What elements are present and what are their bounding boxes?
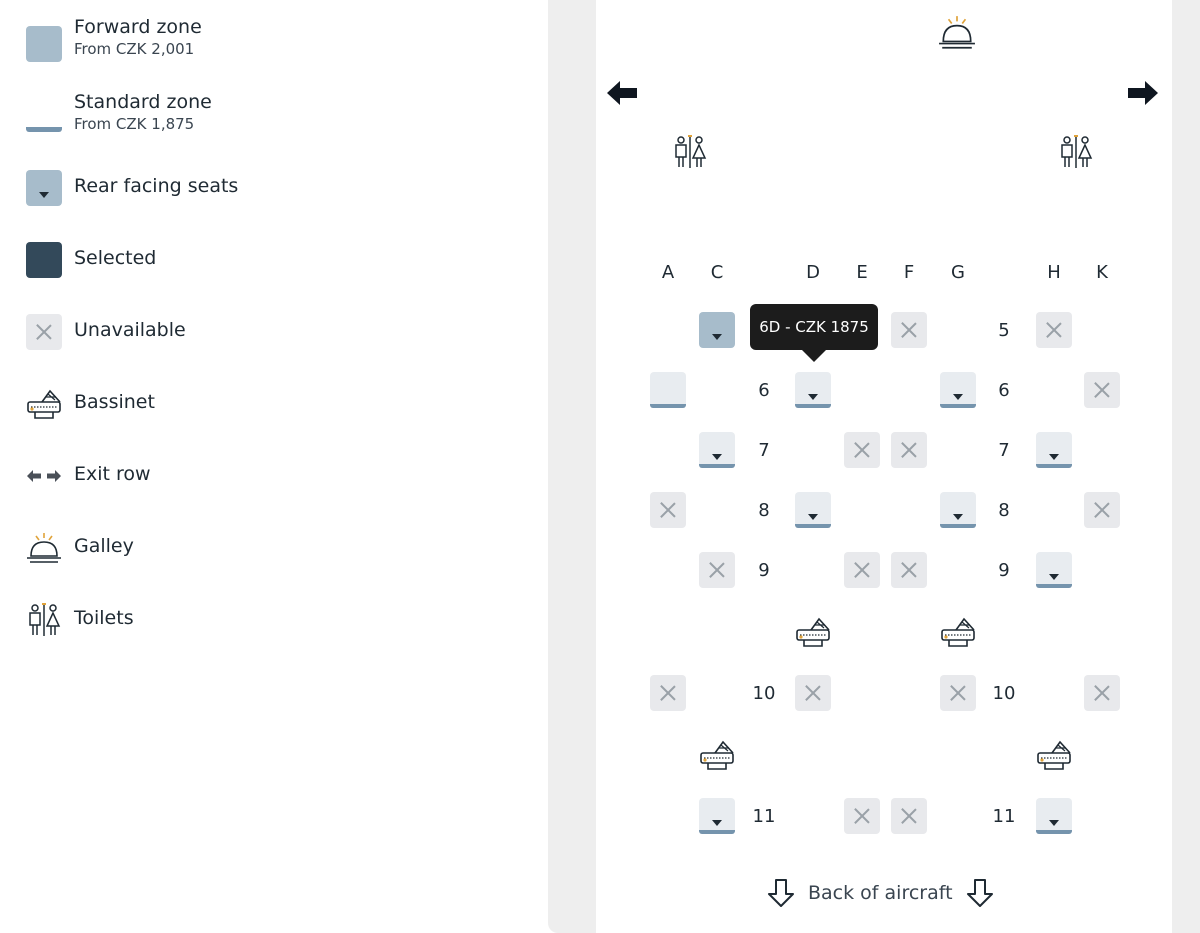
seat-11h[interactable] — [1036, 798, 1072, 834]
seatmap-right-gutter — [1172, 0, 1200, 933]
seat-10d — [795, 675, 831, 711]
seat-8d[interactable] — [795, 492, 831, 528]
row-number: 10 — [752, 683, 776, 704]
row-number: 5 — [998, 320, 1010, 341]
row-number: 6 — [758, 380, 770, 401]
toilets-label: Toilets — [74, 607, 134, 629]
seat-5f — [891, 312, 927, 348]
rear-facing-caret-icon — [39, 192, 49, 198]
column-letter: C — [710, 262, 724, 283]
column-letter: F — [903, 262, 915, 283]
back-arrow-down-icon — [766, 878, 796, 908]
row-number: 9 — [758, 560, 770, 581]
back-of-aircraft-label: Back of aircraft — [808, 882, 953, 904]
seat-price-tooltip: 6D - CZK 1875 — [750, 304, 878, 350]
back-arrow-down-icon — [965, 878, 995, 908]
forward-zone-price: From CZK 2,001 — [74, 40, 195, 58]
seat-9h[interactable] — [1036, 552, 1072, 588]
selected-swatch — [26, 242, 62, 278]
seat-11f — [891, 798, 927, 834]
bassinet-icon — [940, 614, 976, 650]
unavailable-label: Unavailable — [74, 319, 186, 341]
row-number: 7 — [758, 440, 770, 461]
seat-5c[interactable] — [699, 312, 735, 348]
exit-arrow-right-icon — [1127, 80, 1159, 106]
rear-facing-swatch — [26, 170, 62, 206]
column-letter: K — [1096, 262, 1108, 283]
selected-label: Selected — [74, 247, 157, 269]
toilets-icon — [672, 134, 708, 170]
bassinet-icon — [26, 386, 62, 422]
seat-6g[interactable] — [940, 372, 976, 408]
seat-11c[interactable] — [699, 798, 735, 834]
seat-9c — [699, 552, 735, 588]
seat-8k — [1084, 492, 1120, 528]
seat-9f — [891, 552, 927, 588]
exit-arrow-left-icon — [606, 80, 638, 106]
column-letter: G — [951, 262, 965, 283]
seat-6a[interactable] — [650, 372, 686, 408]
seat-10g — [940, 675, 976, 711]
seat-5h — [1036, 312, 1072, 348]
toilets-icon — [1058, 134, 1094, 170]
unavailable-swatch — [26, 314, 62, 350]
seat-6k — [1084, 372, 1120, 408]
unavailable-x-icon — [34, 322, 54, 342]
row-number: 8 — [758, 500, 770, 521]
back-of-aircraft — [766, 878, 995, 908]
galley-label: Galley — [74, 535, 134, 557]
toilets-legend-icon — [26, 602, 62, 638]
bassinet-icon — [1036, 737, 1072, 773]
seat-legend — [0, 0, 540, 933]
galley-legend-icon — [26, 530, 62, 566]
standard-zone-label: Standard zone — [74, 91, 212, 113]
seatmap-left-gutter — [548, 0, 596, 933]
exit-row-icon — [26, 468, 62, 484]
bassinet-icon — [699, 737, 735, 773]
row-number: 10 — [992, 683, 1016, 704]
forward-zone-swatch — [26, 26, 62, 62]
seat-10a — [650, 675, 686, 711]
standard-zone-price: From CZK 1,875 — [74, 115, 195, 133]
bassinet-label: Bassinet — [74, 391, 155, 413]
seat-7f — [891, 432, 927, 468]
seat-11e — [844, 798, 880, 834]
seat-10k — [1084, 675, 1120, 711]
column-letter: H — [1047, 262, 1061, 283]
exit-row-label: Exit row — [74, 463, 151, 485]
row-number: 8 — [998, 500, 1010, 521]
seat-7e — [844, 432, 880, 468]
seat-7h[interactable] — [1036, 432, 1072, 468]
galley-icon — [938, 14, 976, 52]
row-number: 6 — [998, 380, 1010, 401]
seat-8a — [650, 492, 686, 528]
row-number: 9 — [998, 560, 1010, 581]
bassinet-icon — [795, 614, 831, 650]
column-letter: A — [661, 262, 675, 283]
forward-zone-label: Forward zone — [74, 16, 202, 38]
column-letter: E — [856, 262, 868, 283]
column-letter: D — [806, 262, 820, 283]
seat-9e — [844, 552, 880, 588]
rear-facing-label: Rear facing seats — [74, 175, 239, 197]
seat-8g[interactable] — [940, 492, 976, 528]
row-number: 11 — [992, 806, 1016, 827]
row-number: 7 — [998, 440, 1010, 461]
seat-6d[interactable] — [795, 372, 831, 408]
seat-7c[interactable] — [699, 432, 735, 468]
standard-zone-swatch — [26, 96, 62, 132]
row-number: 11 — [752, 806, 776, 827]
